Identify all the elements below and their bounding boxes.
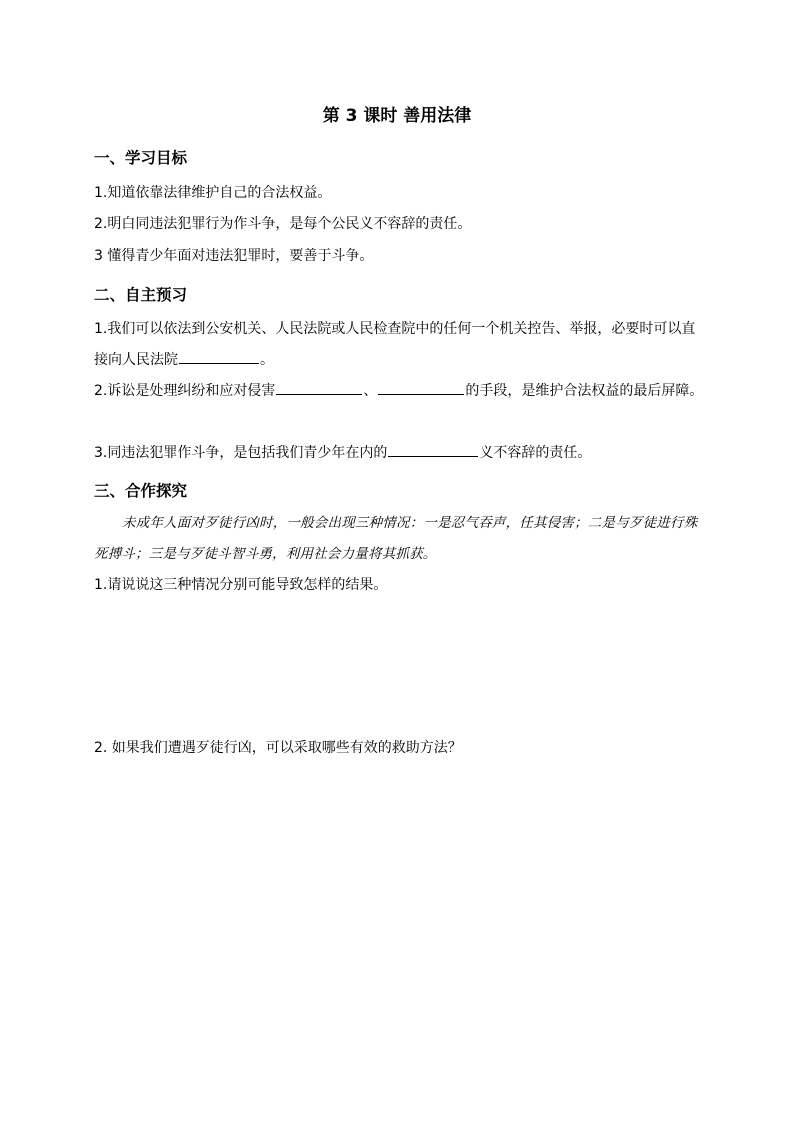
preview-q2-sep: 、 — [363, 383, 378, 399]
preview-q3-text: 3.同违法犯罪作斗争，是包括我们青少年在内的 — [94, 445, 388, 461]
section-heading-preview: 二、自主预习 — [94, 286, 188, 304]
preview-q2-tail: 的手段，是维护合法权益的最后屏障。 — [465, 383, 704, 399]
preview-q1-tail: 。 — [260, 352, 274, 368]
objective-item-2: 2.明白同违法犯罪行为作斗争，是每个公民义不容辞的责任。 — [94, 216, 472, 232]
section-heading-objectives: 一、学习目标 — [94, 149, 188, 167]
answer-blank[interactable] — [179, 349, 259, 364]
preview-question-1 — [94, 314, 704, 376]
answer-blank[interactable] — [378, 380, 464, 395]
answer-blank[interactable] — [388, 442, 478, 457]
objective-item-1: 1.知道依靠法律维护自己的合法权益。 — [94, 185, 332, 201]
answer-blank[interactable] — [276, 380, 362, 395]
page-title: 第 3 课时 善用法律 — [322, 106, 472, 126]
inquiry-question-1: 1.请说说这三种情况分别可能导致怎样的结果。 — [94, 577, 388, 593]
preview-q1-text: 1.我们可以依法到公安机关、人民法院或人民检查院中的任何一个机关控告、举报，必要时可以直接向人民法院 — [94, 321, 696, 368]
inquiry-question-2: 2. 如果我们遭遇歹徒行凶，可以采取哪些有效的救助方法？ — [94, 740, 462, 756]
preview-q2-text: 2.诉讼是处理纠纷和应对侵害 — [94, 383, 276, 399]
case-passage: 未成年人面对歹徒行凶时，一般会出现三种情况：一是忍气吞声，任其侵害；二是与歹徒进行殊死搏斗；三是与歹徒斗智斗勇，利用社会力量将其抓获。 — [94, 515, 698, 562]
objective-item-3: 3 懂得青少年面对违法犯罪时，要善于斗争。 — [94, 248, 374, 264]
section-heading-inquiry: 三、合作探究 — [94, 482, 188, 500]
preview-question-2 — [94, 376, 704, 407]
preview-q3-tail: 义不容辞的责任。 — [479, 445, 592, 461]
preview-question-3 — [94, 438, 704, 469]
